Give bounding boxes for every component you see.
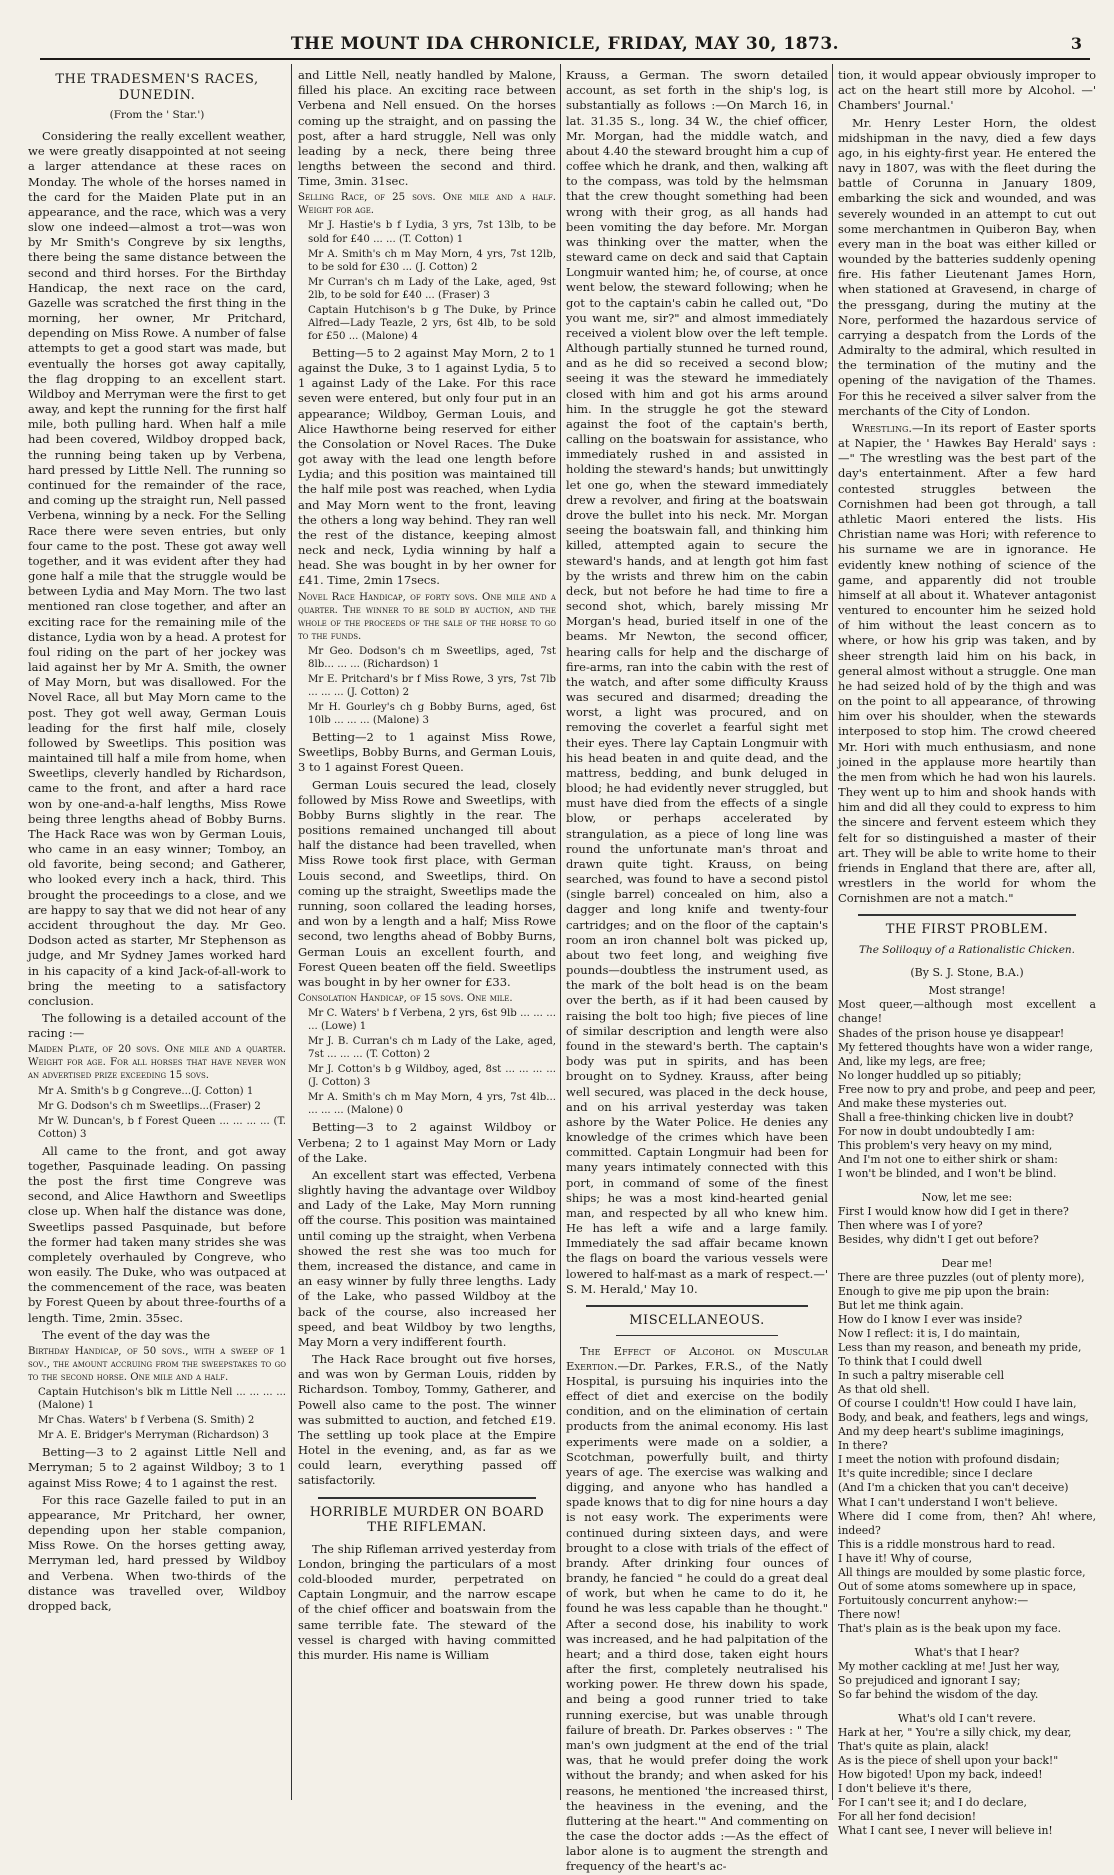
race-placing: Mr J. Hastie's b f Lydia, 3 yrs, 7st 13lb, to be sold for £40 ... ... (T. Cotton) 1 — [308, 220, 556, 245]
poem-line: As is the piece of shell upon your back!" — [838, 1754, 1059, 1768]
item-text: —In its report of Easter sports at Napier, the ' Hawkes Bay Herald' says :—" The wrestling was the best part of the day's entertainment. After a few hard contested struggles between the Cornishmen had been got through, a tall athletic Maori entered the lists. His Christian name was Hori; with reference to his surname we are in ignorance. He evidently knew nothing of science of the game, and apparently did not trouble himself at all about it. Whatever antagonist ventured to encounter him he seized hold of him without the least concern as to where, or how his grip was taken, and by sheer strength laid him on his back, in general almost without a struggle. One man he had seized hold of by the thigh and was on the point to all appearance, of throwing him over his shoulder, when the stewards interposed to stop him. The crowd cheered Mr. Hori with much enthusiasm, and none joined in the applause more heartily than the men from which he had won his laurels. They went up to him and shook hands with him and did all they could to express to him the sincere and fervent esteem which they felt for so distinguished a master of their art. They will be able to write home to their friends in England that there are, after all, wrestlers in the world for whom the Cornishmen are not a match." — [838, 420, 1096, 906]
poem-line: Most strange! — [928, 984, 1006, 998]
paragraph: The following is a detailed account of the racing :— — [28, 1011, 286, 1041]
poem-line: There now! — [838, 1607, 901, 1621]
poem-line: Body, and beak, and feathers, legs and wings, — [838, 1411, 1089, 1425]
poem-line: This is a riddle monstrous hard to read. — [838, 1537, 1056, 1551]
section-divider — [318, 1497, 536, 1499]
race-heading: Birthday Handicap, of 50 sovs., with a sweep of 1 sov., the amount accruing from the sweepstakes to go to the second horse. One mile and a half. — [28, 1345, 286, 1384]
poem-line: And, like my legs, are free; — [838, 1054, 986, 1068]
paragraph: The ship Rifleman arrived yesterday from London, bringing the particulars of a most cold-blooded murder, perpetrated on Captain Longmuir, and the narrow escape of the chief officer and boatswain from the same terrible fate. The steward of the vessel is charged with having committed this murder. His name is William — [298, 1541, 556, 1662]
poem-title: THE FIRST PROBLEM. — [885, 922, 1049, 938]
section-divider — [586, 1305, 808, 1307]
paragraph — [838, 421, 1096, 907]
item-title: Wrestling. — [852, 420, 913, 435]
race-result-selling — [298, 191, 556, 343]
item-title: The Effect of Alcohol on Muscular Exertion. — [566, 1343, 828, 1373]
masthead — [40, 32, 1090, 60]
paragraph: An excellent start was effected, Verbena slightly having the advantage over Wildboy and Lady of the Lake, May Morn running off the course. This position was maintained until coming up the straight, when Verbena showed the rest she was too much for them, increased the distance, and came in an easy winner by fully three lengths. Lady of the Lake, who passed Wildboy at the back of the course, also increased her speed, and beat Wildboy by two lengths, May Morn a very indifferent fourth. — [298, 1167, 556, 1349]
paragraph: Betting—2 to 1 against Miss Rowe, Sweetlips, Bobby Burns, and German Louis, 3 to 1 against Forest Queen. — [298, 730, 556, 775]
poem-stanza — [838, 984, 1096, 1180]
race-result-consolation — [298, 992, 556, 1117]
race-result-maiden — [28, 1043, 286, 1140]
race-result-novel — [298, 591, 556, 727]
race-placing: Mr C. Waters' b f Verbena, 2 yrs, 6st 9lb ... ... ... ... (Lowe) 1 — [308, 1008, 556, 1033]
paragraph: German Louis secured the lead, closely followed by Miss Rowe and Sweetlips, with Bobby Burns slightly in the rear. The positions remained unchanged till about half the distance had been travelled, when Miss Rowe took first place, with German Louis second, and Sweetlips, third. On coming up the straight, Sweetlips made the running, soon collared the leading horses, and won by a length and a half; Miss Rowe second, two lengths ahead of Bobby Burns, German Louis an excellent fourth, and Forest Queen beaten off the field. Sweetlips was bought in by her owner for £33. — [298, 777, 556, 989]
paragraph: Krauss, a German. The sworn detailed account, as set forth in the ship's log, is substantially as follows :—On March 16, in lat. 31.35 S., long. 34 W., the chief officer, Mr. Morgan, had the middle watch, and about 4.40 the steward brought him a cup of coffee which he drank, and then, walking aft to the compass, was told by the helmsman that the crew thought something had been wrong with their grog, as all hands had been vomiting the day before. Mr. Morgan was thinking over the matter, when the steward came on deck and said that Captain Longmuir wanted him; he, of course, at once went below, the steward following; when he got to the captain's cabin he called out, "Do you want me, sir?" and almost immediately received a violent blow over the left temple. Although partially stunned he turned round, and as he did so received a second blow; seeing it was the steward he immediately closed with him and got his arms around him. In the struggle he got the steward against the foot of the captain's berth, calling on the boatswain for assistance, who immediately rushed in and assisted in holding the steward's hands; but unwittingly let one go, when the steward immediately drew a revolver, and firing at the boatswain drove the bullet into his neck. Mr. Morgan seeing the boatswain fall, and thinking him killed, attempted again to secure the steward's hands, and at length got him fast by the wrists and threw him on the cabin deck, but not before he had time to fire a second shot, which, barely missing Mr Morgan's head, buried itself in one of the beams. Mr Newton, the second officer, hearing calls for help and the discharge of fire-arms, ran into the cabin with the rest of the watch, and after some difficulty Krauss was secured and disarmed; dreading the worst, a light was procured, and on removing the coverlet a fearful sight met their eyes. There lay Captain Longmuir with his head beaten in and quite dead, and the mattress, bedding, and bunk deluged in blood; he had evidently never struggled, but must have died from the effects of a single blow, or perhaps accelerated by strangulation, as a piece of long line was round the unfortunate man's throat and drawn quite tight. Krauss, on being searched, was found to have a second pistol (single barrel) concealed on him, also a dagger and long knife and twenty-four cartridges; and on the floor of the captain's room an iron channel bolt was picked up, about two feet long, and weighing five pounds—doubtless the instrument used, as the mark of the bolt head is on the beam over the berth, as if it had been caused by raising the bolt too high; five pieces of line of similar description and length were also found in the steward's berth. The captain's body was put in spirits, and has been brought on to Sydney. Krauss, after being well secured, was placed in the deck house, and on his arrival yesterday was taken ashore by the Water Police. He denies any knowledge of the crimes which have been committed. Captain Longmuir had been for many years intimately connected with this port, in command of some of the finest ships; he was a most kind-hearted genial man, and respected by all who knew him. He has left a wife and a large family. Immediately the sad affair became known the flags on board the various vessels were lowered to half-mast as a mark of respect.—' S. M. Herald,' May 10. — [566, 68, 828, 1296]
newspaper-title: THE MOUNT IDA CHRONICLE, FRIDAY, MAY 30, 1873. — [290, 34, 840, 54]
poem-line: For all her fond decision! — [838, 1810, 977, 1824]
article-heading-murder: HORRIBLE MURDER ON BOARD THE RIFLEMAN. — [309, 1504, 545, 1536]
poem-line: Now, let me see: — [921, 1190, 1013, 1204]
race-placing: Mr A. E. Bridger's Merryman (Richardson) 3 — [38, 1430, 269, 1442]
poem-line: To think that I could dwell — [838, 1355, 982, 1369]
poem-stanza — [838, 1257, 1096, 1636]
race-heading: Novel Race Handicap, of forty sovs. One mile and a quarter. The winner to be sold by auction, and the whole of the proceeds of the sale of the horse to go to the funds. — [298, 591, 556, 642]
race-placing: Captain Hutchison's blk m Little Nell ... ... ... ... (Malone) 1 — [38, 1387, 286, 1412]
paragraph: For this race Gazelle failed to put in an appearance, Mr Pritchard, her owner, depending upon her stable companion, Miss Rowe. On the horses getting away, Merryman led, hard pressed by Wildboy and Verbena. When two-thirds of the distance was travelled over, Wildboy dropped back, — [28, 1492, 286, 1613]
poem-line: There are three puzzles (out of plenty more), — [838, 1271, 1085, 1285]
poem-line: I don't believe it's there, — [838, 1782, 972, 1796]
poem-line: I have it! Why of course, — [838, 1551, 973, 1565]
poem-line: As that old shell. — [838, 1383, 930, 1397]
poem-line: Then where was I of yore? — [838, 1218, 983, 1232]
race-heading: Maiden Plate, of 20 sovs. One mile and a quarter. Weight for age. For all horses that have never won an advertised prize exceeding 15 sovs. — [28, 1044, 286, 1082]
poem-line: I won't be blinded, and I won't be blind. — [838, 1166, 1057, 1180]
poem-subtitle: The Soliloquy of a Rationalistic Chicken. — [858, 944, 1076, 957]
poem-line: Of course I couldn't! How could I have lain, — [838, 1397, 1077, 1411]
race-placing: Mr A. Smith's ch m May Morn, 4 yrs, 7st 12lb, to be sold for £30 ... (J. Cotton) 2 — [308, 248, 556, 273]
poem-line: Most queer,—although most excellent a change! — [838, 998, 1096, 1026]
section-divider — [616, 1335, 778, 1336]
column-4 — [838, 68, 1096, 1838]
poem-line: My fettered thoughts have won a wider range, — [838, 1040, 1094, 1054]
paragraph: All came to the front, and got away together, Pasquinade leading. On passing the post the first time Congreve was second, and Alice Hawthorn and Sweetlips close up. When half the distance was done, Sweetlips passed Pasquinade, but before the former had taken many strides she was completely overhauled by Congreve, who won easily. The Duke, who was outpaced at the commencement of the race, was beaten by Forest Queen by about three-fourths of a length. Time, 2min. 35sec. — [28, 1143, 286, 1325]
poem-line: (And I'm a chicken that you can't deceive) — [838, 1481, 1069, 1495]
poem-line: Besides, why didn't I get out before? — [838, 1232, 1039, 1246]
poem-stanza — [838, 1646, 1096, 1702]
article-heading-miscellaneous: MISCELLANEOUS. — [629, 1312, 765, 1328]
poem-line: Less than my reason, and beneath my pride, — [838, 1341, 1082, 1355]
column-rule — [560, 64, 561, 1800]
poem-line: Now I reflect: it is, I do maintain, — [838, 1327, 1021, 1341]
poem-stanza — [838, 1712, 1096, 1838]
paragraph: Mr. Henry Lester Horn, the oldest midshipman in the navy, died a few days ago, in his eighty-first year. He entered the navy in 1807, was with the fleet during the battle of Corunna in January 1809, embarking the sick and wounded, and was severely wounded in an attempt to cut out some merchantmen in Quiberon Bay, when every man in the boat was either killed or wounded by the batteries suddenly opening fire. His father Lieutenant James Horn, when stationed at Gravesend, in charge of the pressgang, during the mutiny at the Nore, performed the hazardous service of carrying a despatch from the Lords of the Admiralty to the admiral, which resulted in the termination of the mutiny and the opening of the navigation of the Thames. For this he received a silver salver from the merchants of the City of London. — [838, 115, 1096, 418]
paragraph: Considering the really excellent weather, we were greatly disappointed at not seeing a larger attendance at these races on Monday. The whole of the horses named in the card for the Maiden Plate put in an appearance, and the race, which was a very slow one indeed—almost a trot—was won by Mr Smith's Congreve by six lengths, there being the same distance between the second and third horses. For the Birthday Handicap, the next race on the card, Gazelle was scratched the first thing in the morning, her owner, Mr Pritchard, depending on Miss Rowe. A number of false attempts to get a good start was made, but eventually the horses got away capitally, the flag dropping to an excellent start. Wildboy and Merryman were the first to get away, and kept the running for the first half mile, both pulling hard. When half a mile had been covered, Wildboy dropped back, the running being taken up by Verbena, hard pressed by Little Nell. The running so continued for the remainder of the race, and coming up the straight run, Nell passed Verbena, winning by a neck. For the Selling Race there were seven entries, but only four came to the post. These got away well together, and it was evident after they had gone half a mile that the struggle would be between Lydia and May Morn. The two last mentioned ran close together, and after an exciting race for the remaining mile of the distance, Lydia won by a head. A protest for foul riding on the part of her jockey was laid against her by Mr A. Smith, the owner of May Morn, but was disallowed. For the Novel Race, all but May Morn came to the post. They got well away, German Louis leading for the first half mile, closely followed by Sweetlips. This position was maintained till half a mile from home, when Sweetlips, cleverly handled by Richardson, came to the front, and after a hard race won by one-and-a-half lengths, Miss Rowe being three lengths ahead of Bobby Burns. The Hack Race was won by German Louis, who came in an easy winner; Tomboy, an old favorite, being second; and Gatherer, who looked every inch a hack, third. This brought the proceedings to a close, and we are happy to say that we did not hear of any accident throughout the day. Mr Geo. Dodson acted as starter, Mr Stephenson as judge, and Mr Sydney James worked hard in his capacity of a kind Jack-of-all-work to bring the meeting to a satisfactory conclusion. — [28, 129, 287, 1008]
poem-line: Dear me! — [941, 1256, 993, 1270]
poem-line: So far behind the wisdom of the day. — [838, 1687, 1039, 1701]
poem-line: Free now to pry and probe, and peep and peer, — [838, 1082, 1096, 1096]
race-placing: Mr G. Dodson's ch m Sweetlips...(Fraser) 2 — [38, 1100, 261, 1112]
poem-line: How do I know I ever was inside? — [838, 1313, 1023, 1327]
poem-line: What I can't understand I won't believe. — [838, 1495, 1058, 1509]
poem-line: In there? — [838, 1439, 888, 1453]
article-source: (From the ' Star.') — [109, 109, 205, 122]
poem-line: What's that I hear? — [914, 1645, 1020, 1659]
poem-line: And make these mysteries out. — [838, 1096, 1007, 1110]
race-placing: Mr Chas. Waters' b f Verbena (S. Smith) 2 — [38, 1415, 255, 1427]
poem-line: For now in doubt undoubtedly I am: — [838, 1124, 1035, 1138]
poem-body — [838, 984, 1096, 1838]
poem-line: This problem's very heavy on my mind, — [838, 1138, 1053, 1152]
race-placing: Mr Geo. Dodson's ch m Sweetlips, aged, 7st 8lb... ... ... (Richardson) 1 — [308, 645, 556, 670]
poem-stanza — [838, 1191, 1096, 1247]
race-placing: Mr J. B. Curran's ch m Lady of the Lake, aged, 7st ... ... ... (T. Cotton) 2 — [308, 1036, 556, 1061]
paragraph: Betting—3 to 2 against Little Nell and Merryman; 5 to 2 against Wildboy; 3 to 1 against Miss Rowe; 4 to 1 against the rest. — [28, 1445, 286, 1490]
paragraph: Betting—5 to 2 against May Morn, 2 to 1 against the Duke, 3 to 1 against Lydia, 5 to 1 against Lady of the Lake. For this race seven were entered, but only four put in an appearance; Wildboy, German Louis, and Alice Hawthorne being reserved for either the Consolation or Novel Races. The Duke got away with the lead one length before Lydia; and this position was maintained till the half mile post was reached, when Lydia and May Morn went to the front, leaving the others a long way behind. They ran well the rest of the distance, keeping almost neck and neck, Lydia winning by half a head. She was bought in by her owner for £41. Time, 2min 17secs. — [298, 345, 556, 588]
column-1 — [28, 68, 286, 1798]
poem-line: It's quite incredible; since I declare — [838, 1467, 1033, 1481]
section-divider — [858, 914, 1076, 916]
poem-line: What I cant see, I never will believe in! — [838, 1824, 1053, 1838]
paragraph: The Hack Race brought out five horses, and was won by German Louis, ridden by Richardson. Tomboy, Tommy, Gatherer, and Powell also came to the post. The winner was submitted to auction, and fetched £19. The settling up took place at the Empire Hotel in the evening, and, as far as we could learn, everything passed off satisfactorily. — [298, 1352, 556, 1488]
poem-line: So prejudiced and ignorant I say; — [838, 1673, 1021, 1687]
race-placing: Captain Hutchison's b g The Duke, by Prince Alfred—Lady Teazle, 2 yrs, 6st 4lb, to be sold for £50 ... (Malone) 4 — [308, 304, 556, 342]
poem-line: And I'm not one to either shirk or sham: — [838, 1152, 1058, 1166]
race-heading: Consolation Handicap, of 15 sovs. One mile. — [298, 993, 513, 1005]
poem-line: Shades of the prison house ye disappear! — [838, 1026, 1065, 1040]
race-placing: Mr Curran's ch m Lady of the Lake, aged, 9st 2lb, to be sold for £40 ... (Fraser) 3 — [308, 276, 556, 301]
page-number: 3 — [1070, 34, 1082, 53]
race-placing: Mr H. Gourley's ch g Bobby Burns, aged, 6st 10lb ... ... ... (Malone) 3 — [308, 702, 556, 727]
paragraph — [566, 1344, 828, 1875]
race-placing: Mr W. Duncan's, b f Forest Queen ... ... ... ... (T. Cotton) 3 — [38, 1115, 286, 1140]
poem-line: For I can't see it; and I do declare, — [838, 1796, 1027, 1810]
poem-line: How bigoted! Upon my back, indeed! — [838, 1768, 1043, 1782]
poem-line: No longer huddled up so pitiably; — [838, 1068, 1022, 1082]
paragraph: Betting—3 to 2 against Wildboy or Verbena; 2 to 1 against May Morn or Lady of the Lake. — [298, 1120, 556, 1165]
race-heading: Selling Race, of 25 sovs. One mile and a half. Weight for age. — [298, 192, 556, 217]
poem-line: But let me think again. — [838, 1299, 964, 1313]
column-3 — [566, 68, 828, 1874]
race-placing: Mr A. Smith's ch m May Morn, 4 yrs, 7st 4lb... ... ... ... (Malone) 0 — [308, 1092, 556, 1117]
column-2 — [298, 68, 556, 1798]
race-result-birthday — [28, 1345, 286, 1442]
poem-line: Hark at her, " You're a silly chick, my dear, — [838, 1725, 1072, 1739]
poem-line: Out of some atoms somewhere up in space, — [838, 1579, 1077, 1593]
paragraph: and Little Nell, neatly handled by Malone, filled his place. An exciting race between Verbena and Nell ensued. On the horses coming up the straight, and on passing the post, after a hard struggle, Nell was only leading by a neck, there being three lengths between the second and third. Time, 3min. 31sec. — [298, 68, 556, 189]
column-rule — [832, 64, 833, 1800]
poem-line: And my deep heart's sublime imaginings, — [838, 1425, 1065, 1439]
poem-line: First I would know how did I get in there? — [838, 1204, 1069, 1218]
poem-line: My mother cackling at me! Just her way, — [838, 1659, 1060, 1673]
column-rule — [291, 64, 292, 1800]
race-placing: Mr A. Smith's b g Congreve...(J. Cotton) 1 — [38, 1085, 254, 1097]
paragraph: The event of the day was the — [42, 1327, 211, 1342]
race-placing: Mr J. Cotton's b g Wildboy, aged, 8st ... ... ... ... (J. Cotton) 3 — [308, 1064, 556, 1089]
poem-line: That's quite as plain, alack! — [838, 1740, 990, 1754]
poem-line: Enough to give me pip upon the brain: — [838, 1285, 1050, 1299]
poem-line: I meet the notion with profound disdain; — [838, 1453, 1060, 1467]
poem-line: That's plain as is the beak upon my face. — [838, 1621, 1061, 1635]
poem-line: What's old I can't revere. — [898, 1711, 1036, 1725]
poem-line: In such a paltry miserable cell — [838, 1369, 1005, 1383]
article-heading-races: THE TRADESMEN'S RACES, DUNEDIN. — [55, 72, 259, 103]
paragraph: tion, it would appear obviously improper to act on the heart still more by Alcohol. —' Chambers' Journal.' — [838, 68, 1096, 113]
poem-line: Where did I come from, then? Ah! where, indeed? — [838, 1509, 1096, 1537]
item-text: —Dr. Parkes, F.R.S., of the Natly Hospital, is pursuing his inquiries into the effect of diet and exercise on the bodily condition, and on the elimination of certain products from the animal economy. His last experiments were made on a soldier, a Scotchman, powerfully built, and thirty years of age. The exercise was walking and digging, and anyone who has handled a spade knows that to dig for nine hours a day is not easy work. The experiments were continued during sixteen days, and were brought to a close with trials of the effect of brandy. After drinking four ounces of brandy, he fancied " he could do a great deal of work, but when he came to do it, he found he was less capable than he thought." After a second dose, his inability to work was increased, and he had palpitation of the heart; and a third dose, taken eight hours after the first, completely neutralised his working power. He threw down his spade, and being a good runner tried to take running exercise, but was unable through failure of breath. Dr. Parkes observes : " The man's own judgment at the end of the trial was, that he would prefer doing the work without the brandy; and when asked for his reasons, he mentioned 'the increased thirst, the heaviness in the evening, and the fluttering at the heart.'" And commenting on the case the doctor adds :—As the effect of labor alone is to augment the strength and frequency of the heart's ac- — [566, 1358, 828, 1874]
poem-byline: (By S. J. Stone, B.A.) — [910, 965, 1024, 979]
race-placing: Mr E. Pritchard's br f Miss Rowe, 3 yrs, 7st 7lb ... ... ... (J. Cotton) 2 — [308, 673, 556, 698]
poem-line: Shall a free-thinking chicken live in doubt? — [838, 1110, 1074, 1124]
poem-line: Fortuitously concurrent anyhow:— — [838, 1593, 1029, 1607]
poem-line: All things are moulded by some plastic force, — [838, 1565, 1086, 1579]
